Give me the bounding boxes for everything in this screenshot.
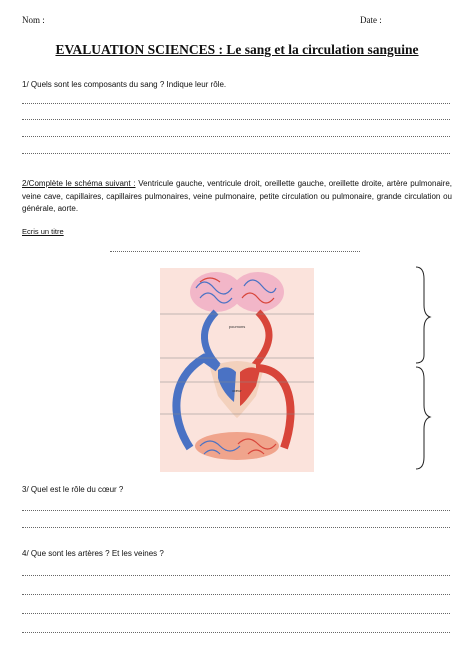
answer-line[interactable] [22,575,450,576]
question-2-lead: 2/Complète le schéma suivant : [22,179,136,188]
question-1: 1/ Quels sont les composants du sang ? Indique leur rôle. [22,80,227,89]
answer-line[interactable] [22,527,450,528]
circulation-diagram [160,268,314,472]
answer-line[interactable] [22,632,450,633]
title-answer-line[interactable] [110,251,360,252]
label-heart: cœur [232,388,242,393]
answer-line[interactable] [22,594,450,595]
date-label: Date : [360,15,382,25]
question-3: 3/ Quel est le rôle du cœur ? [22,485,124,494]
answer-line[interactable] [22,103,450,104]
answer-line[interactable] [22,510,450,511]
answer-line[interactable] [22,613,450,614]
question-2 [22,178,452,216]
upper-brace [416,267,430,363]
lower-brace [416,367,430,469]
answer-line[interactable] [22,119,450,120]
body-capillaries [195,432,279,460]
write-title-label: Ecris un titre [22,227,64,236]
braces [412,265,432,471]
name-label: Nom : [22,15,45,25]
answer-line[interactable] [22,153,450,154]
question-4: 4/ Que sont les artères ? Et les veines ? [22,549,164,558]
page-title: EVALUATION SCIENCES : Le sang et la circulation sanguine [55,42,419,57]
label-lungs: poumons [228,324,246,329]
question-2-words: Ventricule gauche, ventricule droit, oreillette gauche, oreillette droite, artère pulmonaire, veine cave, capillaires, capillaires pulmonaires, veine pulmonaire, petite circulation ou pulmonaire, grande circulation ou générale, aorte. [22,179,453,213]
answer-line[interactable] [22,136,450,137]
